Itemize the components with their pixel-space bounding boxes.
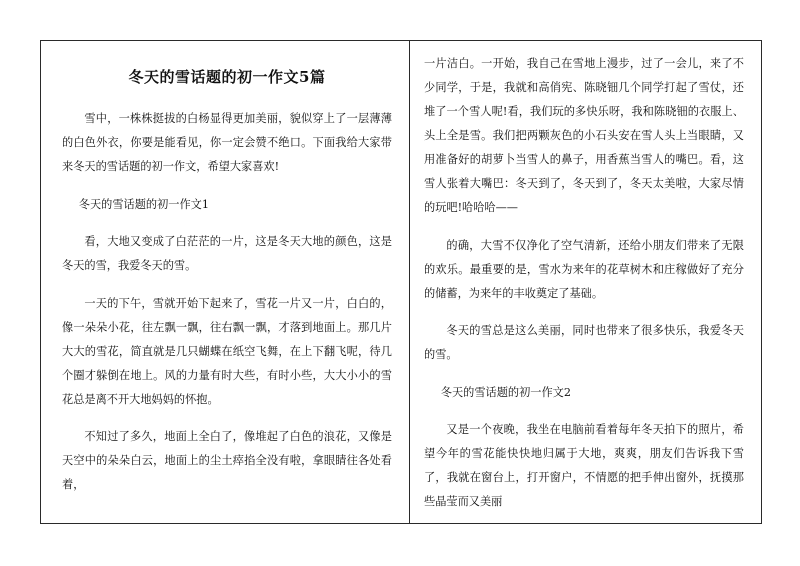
body-paragraph: 的确，大雪不仅净化了空气清新，还给小朋友们带来了无限的欢乐。最重要的是，雪水为来年的花草树木和庄稼做好了充分的储蓄，为来年的丰收奠定了基础。 xyxy=(424,238,744,300)
section-heading-2: 冬天的雪话题的初一作文2 xyxy=(440,385,571,399)
body-paragraph: 不知过了多久，地面上全白了，像堆起了白色的浪花，又像是天空中的朵朵白云，地面上的尘土瘁掐全没有啦，拿眼睛往各处看着， xyxy=(62,430,392,491)
intro-paragraph: 雪中，一株株挺拔的白杨显得更加美丽，貌似穿上了一层薄薄的白色外衣，你要是能看见，你一定会赞不绝口。下面我给大家带来冬天的雪话题的初一作文，希望大家喜欢! xyxy=(62,112,392,173)
left-column xyxy=(62,52,392,511)
body-paragraph: 看，大地又变成了白茫茫的一片，这是冬天大地的颜色，这是冬天的雪，我爱冬天的雪。 xyxy=(62,235,392,272)
body-paragraph: 又是一个夜晚，我坐在电脑前看着每年冬天拍下的照片，希望今年的雪花能快快地归属于大地，爽爽，朋友们告诉我下雪了，我就在窗台上，打开窗户，不情愿的把手伸出窗外，抚摸那些晶莹而又美丽 xyxy=(424,423,744,508)
section-heading-1: 冬天的雪话题的初一作文1 xyxy=(78,197,209,211)
document-title: 冬天的雪话题的初一作文5篇 xyxy=(128,68,326,86)
right-column xyxy=(424,52,744,528)
body-paragraph: 一天的下午，雪就开始下起来了，雪花一片又一片，白白的，像一朵朵小花，往左飘一飘，往右飘一飘，才落到地面上。那几片大大的雪花，简直就是几只蝴蝶在纸空飞舞，在上下翻飞呢，待几个圈才躲倒在地上。风的力量有时大些，有时小些，大大小小的雪花总是离不开大地妈妈的怀抱。 xyxy=(62,296,392,406)
body-paragraph: 冬天的雪总是这么美丽，同时也带来了很多快乐，我爱冬天的雪。 xyxy=(424,324,744,361)
continued-paragraph: 一片洁白。一开始，我自己在雪地上漫步，过了一会儿，来了不少同学，于是，我就和高俏宪、陈晓钿几个同学打起了雪仗，还堆了一个雪人呢!看，我们玩的多快乐呀，我和陈晓钿的衣服上、头上全是雪。我们把两颗灰色的小石头安在雪人头上当眼睛，又用准备好的胡萝卜当雪人的鼻子，用香蕉当雪人的嘴巴。看，这雪人张着大嘴巴：冬天到了，冬天到了，冬天太美啦，大家尽情的玩吧!哈哈哈—— xyxy=(424,57,744,214)
column-divider xyxy=(409,40,410,524)
